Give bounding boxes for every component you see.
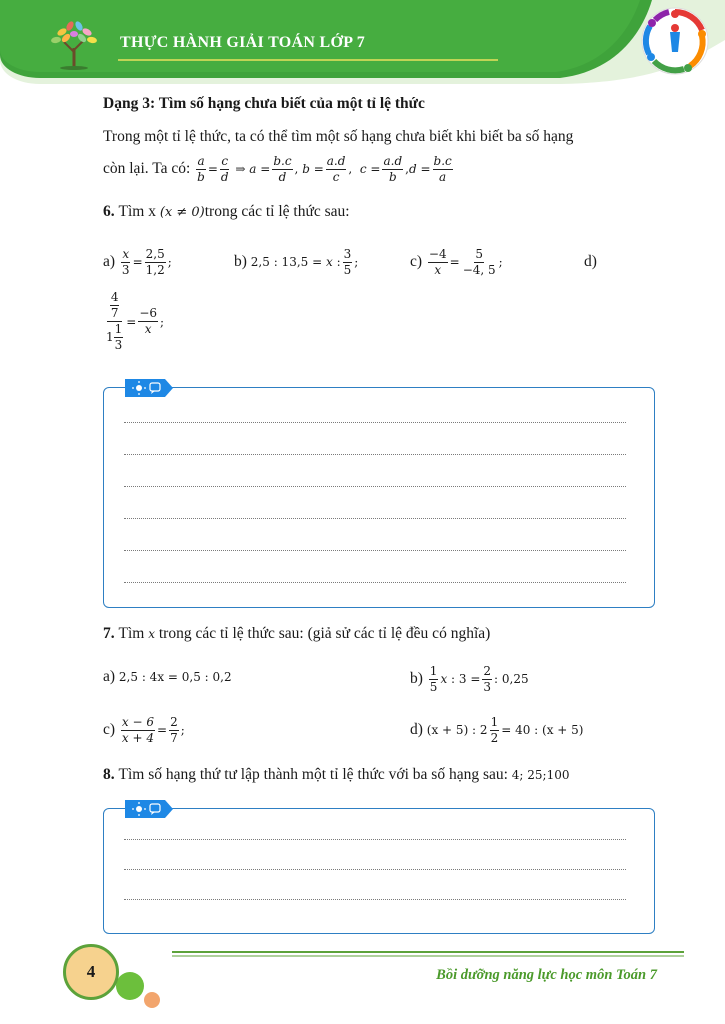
exercise-8-values: 4; 25;100 [511,768,570,782]
exercise-6-number: 6. [103,203,115,220]
exercise-7c: c) $\frac{x - 6}{x + 4}$ = $\frac{2}{7}$ ; [103,714,185,745]
compound-fraction: $\frac{4}{7}$ 1 $\frac{1}{3}$ [106,290,123,352]
exercise-7-var: x [148,627,155,641]
footer-decoration [110,970,170,1010]
exercise-7d: d) (x + 5) : 2 $\frac{1}{2}$ = 40 : (x + 5) [410,714,584,745]
exercise-7a-expr: 2,5 : 4x = 0,5 : 0,2 [118,670,232,684]
formula-fraction: $\frac{c}{d}$ [220,153,229,184]
item-label: c) [410,253,423,270]
formula-fraction: $\frac{a.d}{b}$ [383,153,403,184]
page-header [0,0,725,90]
exercise-6b: b) 2,5 : 13,5 = x : $\frac{3}{5}$ ; [234,246,359,277]
exercise-8-question [103,766,570,784]
answer-line [124,486,626,487]
formula-fraction: $\frac{b.c}{d}$ [273,153,292,184]
footer-rule [172,950,684,958]
answer-line [124,518,626,519]
tree-logo-icon [44,18,104,70]
formula-fraction: $\frac{b.c}{a}$ [433,153,452,184]
answer-box-8[interactable] [103,808,655,934]
intro-line-2-prefix: còn lại. Ta có: [103,160,191,177]
sun-chat-icon [125,379,173,397]
formula-fraction: $\frac{a.d}{c}$ [326,153,346,184]
answer-box-6[interactable] [103,387,655,608]
item-label: b) [410,670,423,687]
exercise-7-question [103,625,490,643]
exercise-7d-left: (x + 5) : 2 [426,723,488,737]
exercise-6d-label: d) [584,253,597,270]
exercise-7-number: 7. [103,625,115,642]
exercise-6-condition: (x ≠ 0) [159,204,205,220]
sun-chat-icon [125,800,173,818]
exercise-8-number: 8. [103,766,115,783]
exercise-7d-right: = 40 : (x + 5) [501,723,584,737]
answer-line [124,582,626,583]
item-label: a) [103,253,116,270]
answer-line [124,454,626,455]
answer-line [124,899,626,900]
answer-line [124,839,626,840]
header-title: THỰC HÀNH GIẢI TOÁN LỚP 7 [120,34,366,51]
exercise-6-text-after: trong các tỉ lệ thức sau: [204,203,350,220]
intro-line-1: Trong một tỉ lệ thức, ta có thể tìm một số hạng chưa biết khi biết ba số hạng [103,128,574,145]
section-heading: Dạng 3: Tìm số hạng chưa biết của một tỉ lệ thức [103,95,425,112]
footer-caption: Bồi dưỡng năng lực học môn Toán 7 [436,967,657,983]
exercise-7-text-after: trong các tỉ lệ thức sau: (giả sử các tỉ lệ đều có nghĩa) [158,625,491,642]
page-number: 4 [63,944,119,1000]
exercise-6-question [103,203,350,221]
item-label: d) [410,721,423,738]
exercise-8-text: Tìm số hạng thứ tư lập thành một tỉ lệ thức với ba số hạng sau: [118,766,508,783]
exercise-6c: c) $\frac{-4}{x}$ = $\frac{5}{-4, 5}$ ; [410,246,503,277]
formula-fraction: $\frac{a}{b}$ [197,153,205,184]
exercise-6a: a) $\frac{x}{3}$ = $\frac{2,5}{1,2}$ ; [103,246,172,277]
answer-line [124,869,626,870]
publisher-logo-icon [640,6,710,76]
exercise-6-text-before: Tìm x [118,203,156,220]
answer-line [124,550,626,551]
item-label: b) [234,253,247,270]
exercise-7b: b) $\frac{1}{5}$ x : 3 = $\frac{2}{3}$ : 0,25 [410,663,529,694]
answer-line [124,422,626,423]
item-label: c) [103,721,116,738]
exercise-7-text-before: Tìm [118,625,145,642]
exercise-6d: $\frac{4}{7}$ 1 $\frac{1}{3}$ = $\frac{-6}{x}$ ; [106,290,165,352]
item-label: a) [103,668,116,685]
exercise-7a [103,668,232,686]
intro-line-2: còn lại. Ta có: $\frac{a}{b}$ = $\frac{c}{d}$ ⇒ a = $\frac{b.c}{d}$ , b = $\frac{a.d}{c}$ , c = $\frac{a.d}{b}$ , d = $\frac{b.c}{a}$ [103,153,452,184]
